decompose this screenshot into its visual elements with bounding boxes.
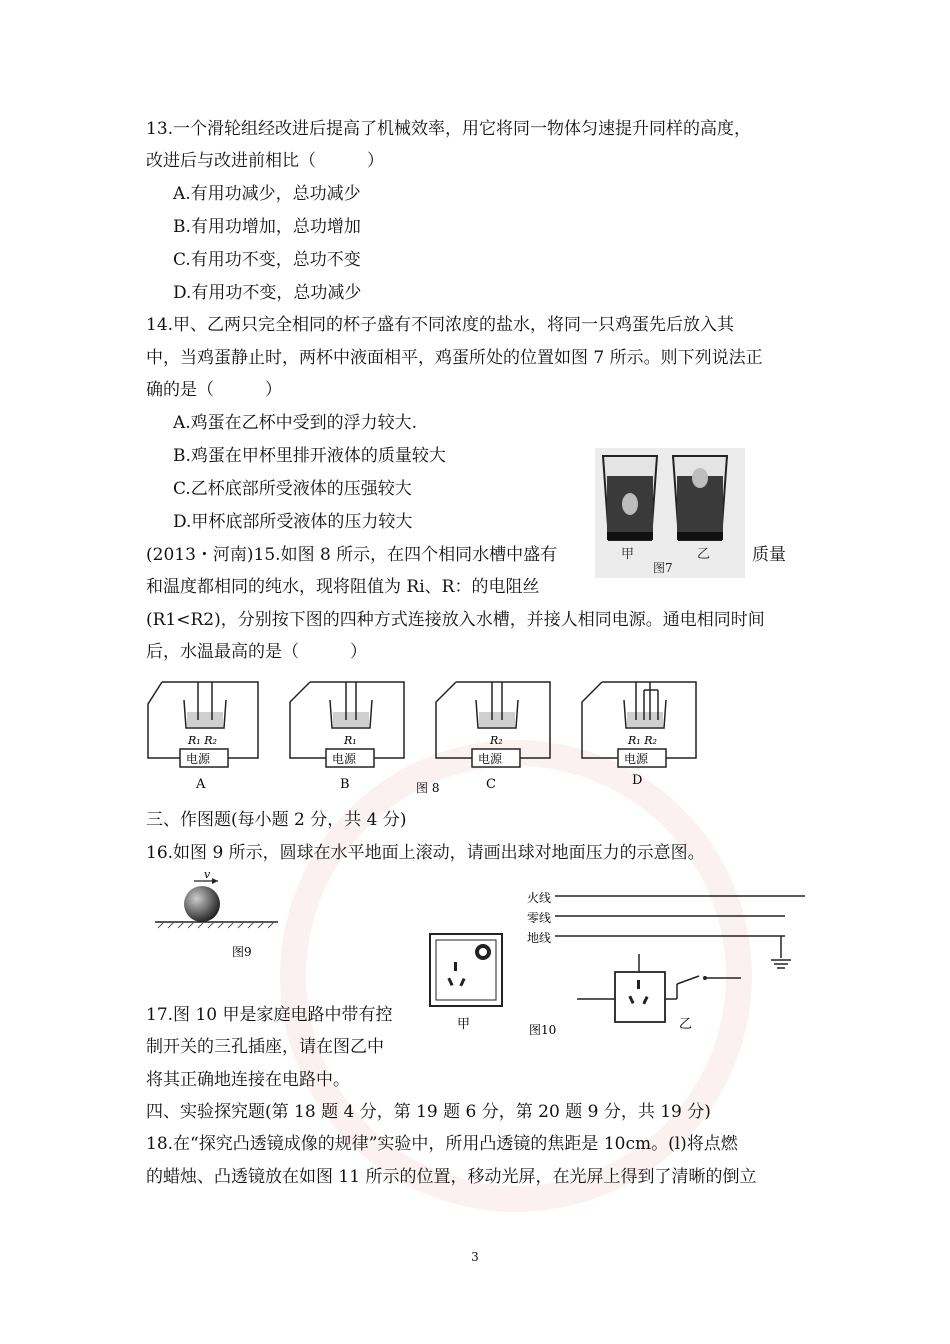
circuit-b	[290, 682, 404, 792]
q18-line1: 18.在“探究凸透镜成像的规律”实验中，所用凸透镜的焦距是 10cm。(l)将点燃	[146, 1134, 738, 1154]
circuit-c-letter: C	[486, 777, 496, 792]
q15-line1: (2013・河南)15.如图 8 所示，在四个相同水槽中盛有	[146, 545, 558, 565]
figure-9-ball	[150, 866, 280, 962]
circuit-b-resistor: R₁	[344, 734, 357, 747]
circuit-c	[436, 682, 550, 792]
q13-option-a: A.有用功减少，总功减少	[173, 184, 361, 204]
circuit-a	[148, 682, 258, 792]
q17-line3: 将其正确地连接在电路中。	[146, 1070, 350, 1090]
figure-7-cups	[595, 448, 745, 578]
figure-8-circuits	[140, 672, 710, 800]
fig9-velocity-label: v	[204, 868, 211, 881]
q14-option-b: B.鸡蛋在甲杯里排开液体的质量较大	[173, 446, 446, 466]
q14-option-c: C.乙杯底部所受液体的压强较大	[173, 479, 412, 499]
fig10-neutral-label: 零线	[527, 911, 552, 925]
q14-line2: 中，当鸡蛋静止时，两杯中液面相平，鸡蛋所处的位置如图 7 所示。则下列说法正	[146, 348, 763, 368]
q17-line1: 17.图 10 甲是家庭电路中带有控	[146, 1005, 393, 1025]
fig7-caption: 图7	[653, 561, 673, 575]
fig10-caption: 图10	[529, 1023, 557, 1037]
section-4-heading: 四、实验探究题(第 18 题 4 分，第 19 题 6 分，第 20 题 9 分，共 19 分)	[146, 1102, 711, 1122]
q15-line3: (R1<R2)，分别按下图的四种方式连接放入水槽，并接人相同电源。通电相同时间	[146, 610, 765, 630]
fig10-live-label: 火线	[527, 891, 552, 905]
fig10-ground-label: 地线	[527, 931, 552, 945]
q18-line2: 的蜡烛、凸透镜放在如图 11 所示的位置，移动光屏，在光屏上得到了清晰的倒立	[146, 1167, 757, 1187]
section-3-heading: 三、作图题(每小题 2 分，共 4 分)	[146, 810, 407, 830]
q13-line2: 改进后与改进前相比（ ）	[146, 151, 384, 171]
fig7-label-jia: 甲	[621, 547, 635, 562]
q17-line2: 制开关的三孔插座，请在图乙中	[146, 1037, 384, 1057]
q15-line1-tail: 质量	[752, 545, 786, 565]
circuit-b-power: 电源	[332, 752, 357, 766]
circuit-c-resistor: R₂	[490, 734, 503, 747]
q13-option-c: C.有用功不变，总功不变	[173, 250, 361, 270]
circuit-d	[582, 682, 696, 788]
circuit-a-letter: A	[196, 777, 206, 792]
q13-option-b: B.有用功增加，总功增加	[173, 217, 361, 237]
circuit-a-resistors: R₁ R₂	[188, 734, 217, 747]
q14-option-a: A.鸡蛋在乙杯中受到的浮力较大.	[173, 413, 418, 433]
circuit-d-letter: D	[632, 773, 643, 788]
q14-line3: 确的是（ ）	[146, 380, 282, 400]
fig7-label-yi: 乙	[697, 547, 711, 562]
circuit-b-letter: B	[340, 777, 350, 792]
circuit-c-power: 电源	[478, 752, 503, 766]
q16-text: 16.如图 9 所示，圆球在水平地面上滚动，请画出球对地面压力的示意图。	[146, 843, 705, 863]
fig9-caption: 图9	[232, 945, 252, 959]
fig8-caption: 图 8	[416, 781, 440, 795]
q13-line1: 13.一个滑轮组经改进后提高了机械效率，用它将同一物体匀速提升同样的高度，	[146, 119, 752, 139]
q15-line4: 后，水温最高的是（ ）	[146, 642, 367, 662]
q13-option-d: D.有用功不变，总功减少	[173, 283, 362, 303]
circuit-d-power: 电源	[624, 752, 649, 766]
fig10-label-yi: 乙	[679, 1017, 693, 1032]
page-number: 3	[471, 1250, 479, 1264]
figure-10-household-circuit	[425, 888, 805, 1048]
fig10-label-jia: 甲	[457, 1017, 471, 1032]
circuit-a-power: 电源	[186, 752, 211, 766]
q14-line1: 14.甲、乙两只完全相同的杯子盛有不同浓度的盐水，将同一只鸡蛋先后放入其	[146, 315, 735, 335]
q14-option-d: D.甲杯底部所受液体的压力较大	[173, 512, 413, 532]
circuit-d-resistors: R₁ R₂	[628, 734, 657, 747]
q15-line2: 和温度都相同的纯水，现将阻值为 Ri、R：的电阻丝	[146, 577, 540, 597]
